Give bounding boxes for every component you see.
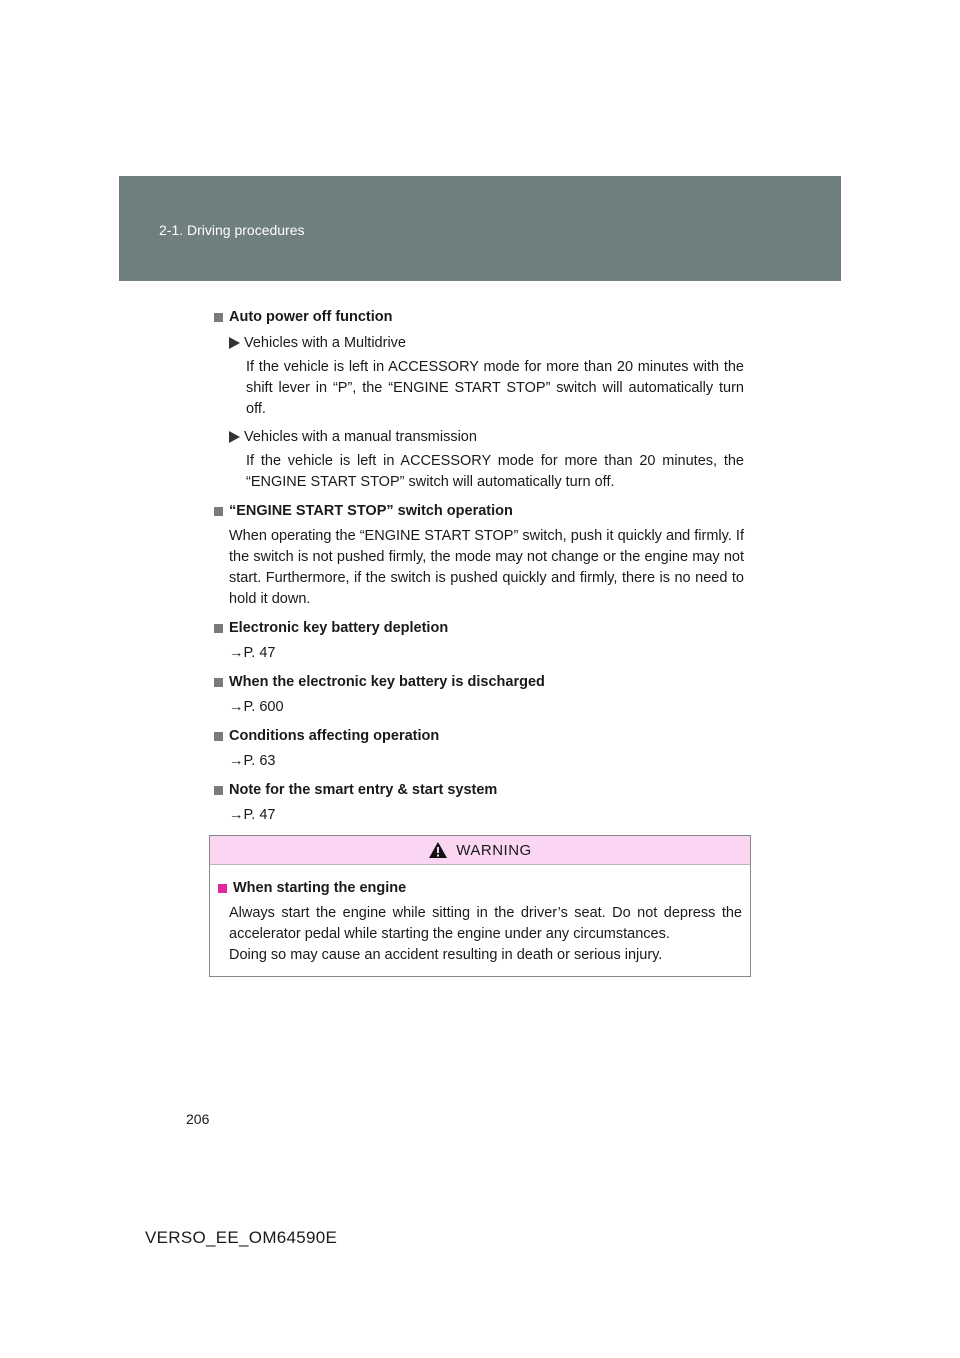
subsection-text: If the vehicle is left in ACCESSORY mode for more than 20 minutes, the “ENGINE START STOP” switch will automatically turn off. xyxy=(246,453,744,490)
square-bullet-icon xyxy=(214,313,223,322)
subsection-multidrive xyxy=(229,332,744,420)
triangle-bullet-icon xyxy=(229,431,240,443)
section-heading: Conditions affecting operation xyxy=(229,728,440,744)
warning-title: WARNING xyxy=(456,841,532,859)
section-heading: “ENGINE START STOP” switch operation xyxy=(229,503,513,519)
section-heading: Auto power off function xyxy=(229,309,393,325)
chapter-title: 2-1. Driving procedures xyxy=(159,222,305,238)
subsection-text: If the vehicle is left in ACCESSORY mode for more than 20 minutes with the shift lever in “P”, the “ENGINE START STOP” switch will automatically turn off. xyxy=(246,359,744,417)
page-reference-link[interactable]: →P. 63 xyxy=(229,753,276,769)
subsection-label: Vehicles with a Multidrive xyxy=(244,335,406,351)
section-conditions xyxy=(214,725,744,772)
square-bullet-icon xyxy=(214,507,223,516)
section-switch-operation xyxy=(214,500,744,610)
section-auto-power-off xyxy=(214,306,744,493)
page-reference-link[interactable]: →P. 47 xyxy=(229,645,276,661)
square-bullet-icon xyxy=(214,678,223,687)
square-bullet-icon xyxy=(214,732,223,741)
page-reference-link[interactable]: →P. 600 xyxy=(229,699,284,715)
section-heading: When the electronic key battery is discharged xyxy=(229,674,545,690)
warning-text xyxy=(229,903,742,966)
section-smart-entry-note xyxy=(214,779,744,826)
warning-header xyxy=(210,836,750,865)
main-content xyxy=(214,306,744,833)
chapter-header-bar xyxy=(119,176,841,281)
page-reference-link[interactable]: →P. 47 xyxy=(229,807,276,823)
warning-triangle-icon xyxy=(428,841,448,859)
subsection-label: Vehicles with a manual transmission xyxy=(244,429,477,445)
subsection-manual xyxy=(229,426,744,493)
document-code: VERSO_EE_OM64590E xyxy=(145,1228,338,1247)
section-heading: Note for the smart entry & start system xyxy=(229,782,498,798)
warning-text-line: Doing so may cause an accident resulting in death or serious injury. xyxy=(229,947,663,963)
section-key-battery-discharged xyxy=(214,671,744,718)
warning-text-line: Always start the engine while sitting in the driver’s seat. Do not depress the accelerator pedal while starting the engine under any circumstances. xyxy=(229,905,742,942)
triangle-bullet-icon xyxy=(229,337,240,349)
section-key-battery-depletion xyxy=(214,617,744,664)
warning-box xyxy=(209,835,751,977)
warning-heading: When starting the engine xyxy=(233,880,407,896)
page-number: 206 xyxy=(186,1111,210,1127)
square-bullet-icon xyxy=(218,884,227,893)
section-text: When operating the “ENGINE START STOP” switch, push it quickly and firmly. If the switch is not pushed firmly, the mode may not change or the engine may not start. Furthermore, if the switch is pushed quickly and firmly, there is no need to hold it down. xyxy=(229,528,744,607)
square-bullet-icon xyxy=(214,624,223,633)
square-bullet-icon xyxy=(214,786,223,795)
section-heading: Electronic key battery depletion xyxy=(229,620,449,636)
